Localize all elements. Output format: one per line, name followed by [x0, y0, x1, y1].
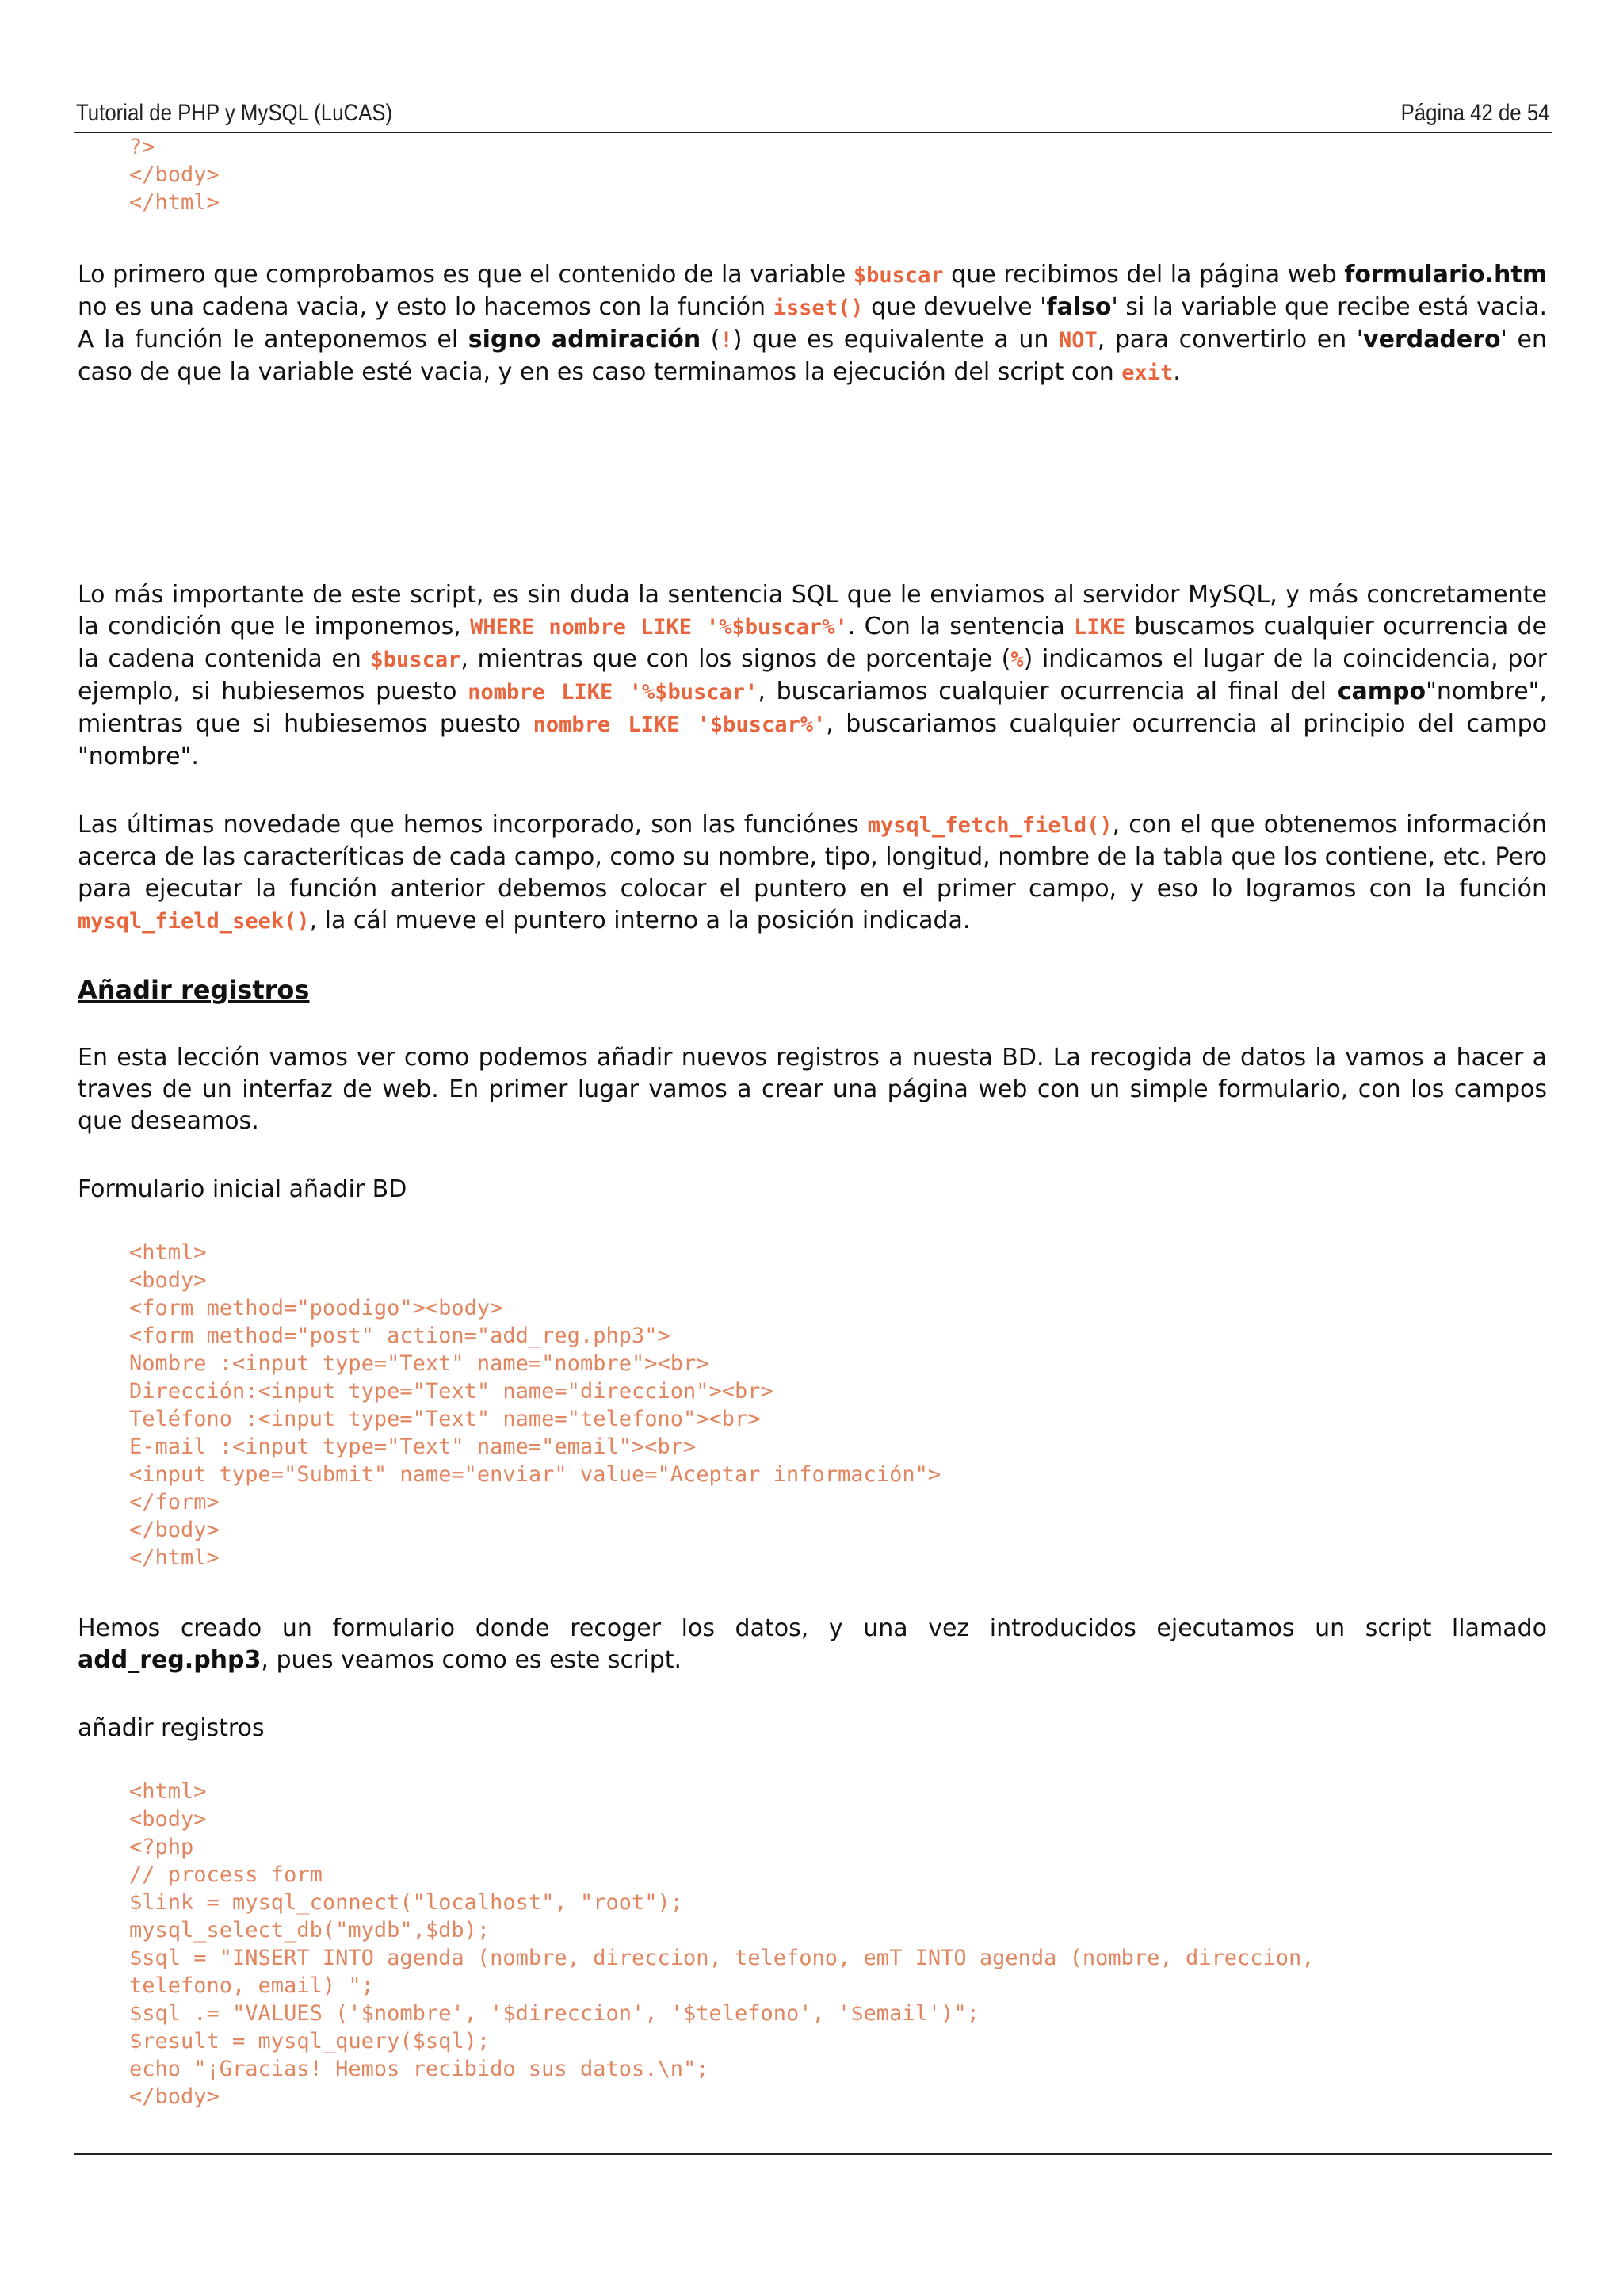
text: . [1173, 358, 1181, 386]
code-field-seek: mysql_field_seek() [78, 909, 310, 934]
code-percent: % [1010, 648, 1024, 672]
code-like-start: nombre LIKE '$buscar%' [533, 712, 827, 737]
paragraph-sql [78, 579, 1547, 773]
bold-signo: signo admiración [468, 326, 701, 353]
text: ' en caso de que la variable esté vacia, y en es caso terminamos la ejecución del script con [78, 326, 1547, 386]
text: , la cál mueve el puntero interno a la posición indicada. [309, 907, 971, 934]
text: "nombre", mientras que si hubiesemos puesto [78, 678, 1547, 738]
page-content [78, 133, 1547, 2111]
code-isset: isset() [773, 296, 864, 320]
code-exit: exit [1121, 361, 1174, 385]
text: Las últimas novedade que hemos incorporado, son las funciónes [78, 811, 868, 839]
text: , buscariamos cualquier ocurrencia al principio del campo "nombre". [78, 710, 1548, 770]
paragraph-intro: En esta lección vamos ver como podemos añadir nuevos registros a nuesta BD. La recogida de datos la vamos a hacer a traves de un interfaz de web. En primer lugar vamos a crear una página web con un simple formulario, con los campos que deseamos. [78, 1044, 1547, 1135]
text: ' si la variable que recibe está vacia. A la función le anteponemos el [78, 293, 1547, 353]
code-like: LIKE [1074, 615, 1126, 640]
code-var-buscar: $buscar [370, 648, 461, 672]
code-not: NOT [1058, 328, 1098, 353]
code-not-sign: ! [720, 328, 733, 353]
code-block-php: <html> <body> <?php // process form $link = mysql_connect("localhost", "root"); mysql_select_db("mydb",$db); $sql = "INSERT INTO agenda (nombre, direccion, telefono, emT INTO agenda (nombre, direccion, telefono, email) "; $sql .= "VALUES ('$nombre', '$direccion', '$telefono', '$email')"; $result = mysql_query($sql); echo "¡Gracias! Hemos recibido sus datos.\n"; </body> [129, 1779, 1315, 2109]
label-php: añadir registros [78, 1714, 265, 1742]
text: Hemos creado un formulario donde recoger los datos, y una vez introducidos ejecutamos un script llamado [78, 1614, 1547, 1642]
text: , con el que obtenemos información acerca de las caracteríticas de cada campo, como su nombre, tipo, longitud, nombre de la tabla que los contiene, etc. Pero para ejecutar la función anterior debemos colocar el puntero en el primer campo, y eso lo logramos con la función [78, 811, 1547, 903]
text: que recibimos del la página web [943, 261, 1345, 288]
footer-rule [74, 2153, 1552, 2155]
bold-campo: campo [1337, 678, 1426, 705]
text: ) que es equivalente a un [732, 326, 1059, 353]
paragraph-script [78, 1613, 1547, 1676]
page-header [74, 94, 1552, 133]
text: que devuelve ' [863, 293, 1047, 321]
text: , pues veamos como es este script. [261, 1646, 682, 1674]
text: ) indicamos el lugar de la coincidencia, por ejemplo, si hubiesemos puesto [78, 645, 1547, 705]
text: ( [701, 326, 720, 353]
bold-script-name: add_reg.php3 [78, 1646, 262, 1674]
label-form: Formulario inicial añadir BD [78, 1175, 407, 1203]
code-block-form: <html> <body> <form method="poodigo"><body> <form method="post" action="add_reg.php3"> Nombre :<input type="Text" name="nombre"><br> Dirección:<input type="Text" name="direccion"><br> Teléfono :<input type="Text" name="telefono"><br> E-mail :<input type="Text" name="email"><br> <input type="Submit" name="enviar" value="Aceptar información"> </form> </body> </html> [129, 1240, 941, 1570]
code-block-top: ?> </body> </html> [129, 135, 220, 215]
text: , buscariamos cualquier ocurrencia al final del [758, 678, 1338, 705]
text: buscamos cualquier ocurrencia de la cadena contenida en [78, 613, 1548, 673]
text: , para convertirlo en ' [1097, 326, 1364, 353]
code-fetch-field: mysql_fetch_field() [867, 813, 1113, 838]
paragraph-isset [78, 259, 1547, 389]
header-title: Tutorial de PHP y MySQL (LuCAS) [76, 100, 393, 126]
section-heading: Añadir registros [78, 975, 310, 1005]
text: Lo primero que comprobamos es que el contenido de la variable [78, 261, 854, 288]
bold-falso: falso [1046, 293, 1112, 321]
text: . Con la sentencia [847, 613, 1075, 640]
text: Lo más importante de este script, es sin duda la sentencia SQL que le enviamos al servidor MySQL, y más concretamente la condición que le imponemos, [78, 581, 1547, 640]
paragraph-functions [78, 809, 1547, 938]
code-var-buscar: $buscar [853, 263, 944, 288]
bold-filename: formulario.htm [1344, 261, 1547, 288]
bold-verdadero: verdadero [1363, 326, 1501, 353]
header-page-number: Página 42 de 54 [1401, 100, 1550, 126]
code-like-end: nombre LIKE '%$buscar' [468, 680, 758, 705]
text: no es una cadena vacia, y esto lo hacemos con la función [78, 293, 773, 321]
text: , mientras que con los signos de porcentaje ( [460, 645, 1011, 673]
code-where: WHERE nombre LIKE '%$buscar%' [470, 615, 848, 640]
